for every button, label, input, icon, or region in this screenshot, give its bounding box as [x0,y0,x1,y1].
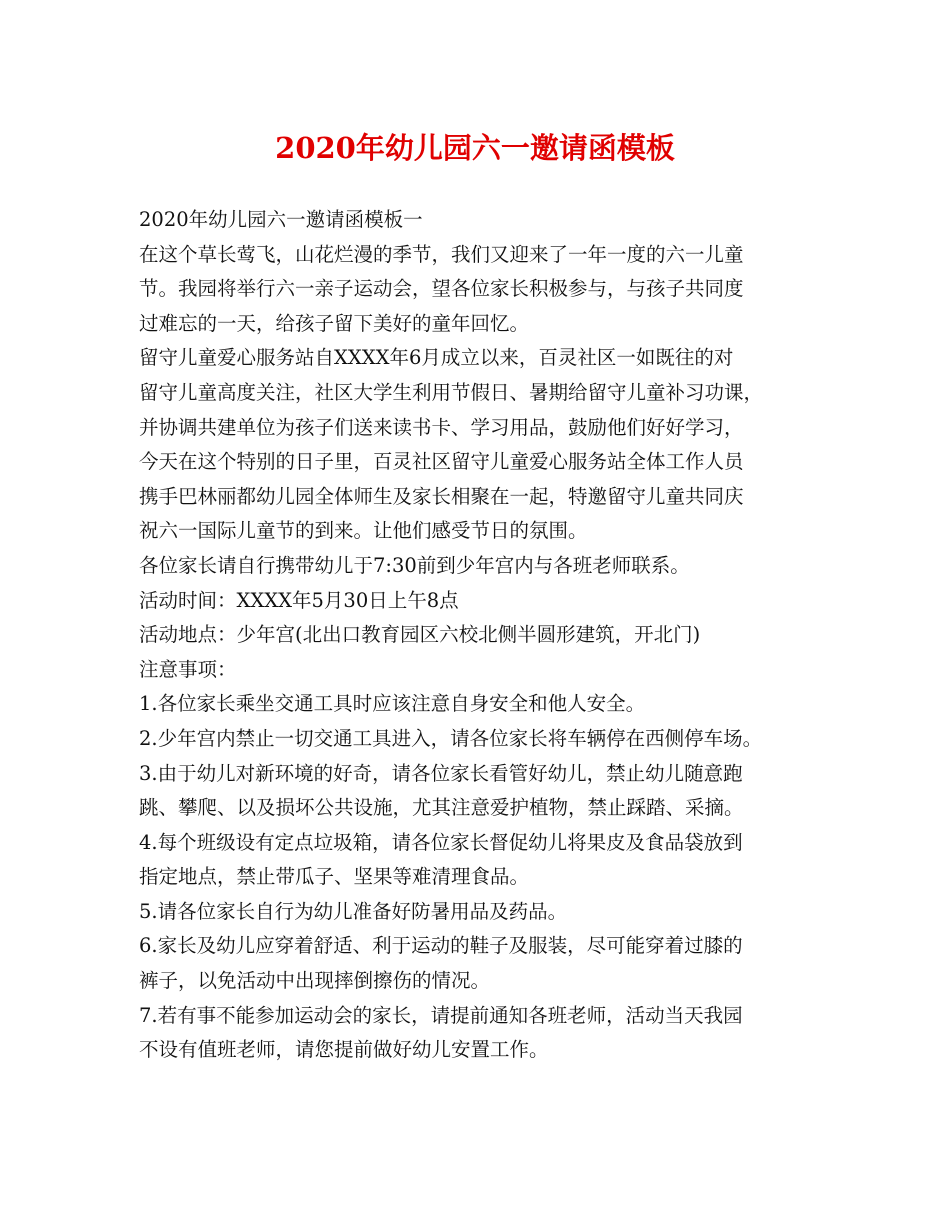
subtitle-line: 2020年幼儿园六一邀请函模板一 [139,208,423,231]
note-item: 7.若有事不能参加运动会的家长，请提前通知各班老师，活动当天我园 [139,1003,743,1027]
note-item: 1.各位家长乘坐交通工具时应该注意自身安全和他人安全。 [139,692,646,716]
paragraph-line: 并协调共建单位为孩子们送来读书卡、学习用品，鼓励他们好好学习， [139,415,744,439]
notes-heading: 注意事项： [139,657,237,681]
note-item: 裤子，以免活动中出现摔倒擦伤的情况。 [139,969,491,993]
paragraph-line: 携手巴林丽都幼儿园全体师生及家长相聚在一起，特邀留守儿童共同庆 [139,484,744,508]
paragraph-line: 在这个草长莺飞，山花烂漫的季节，我们又迎来了一年一度的六一儿童 [139,242,744,266]
activity-time-line: 活动时间：XXXX年5月30日上午8点 [139,588,459,612]
document-title: 2020年幼儿园六一邀请函模板 [275,131,675,165]
note-item: 2.少年宫内禁止一切交通工具进入，请各位家长将车辆停在西侧停车场。 [139,726,763,750]
note-item: 跳、攀爬、以及损坏公共设施，尤其注意爱护植物，禁止踩踏、采摘。 [139,796,744,820]
paragraph-line: 节。我园将举行六一亲子运动会，望各位家长积极参与，与孩子共同度 [139,277,744,301]
note-item: 指定地点，禁止带瓜子、坚果等难清理食品。 [139,865,530,889]
activity-location-line: 活动地点：少年宫(北出口教育园区六校北侧半圆形建筑，开北门) [139,623,701,647]
note-item: 不设有值班老师，请您提前做好幼儿安置工作。 [139,1038,549,1062]
paragraph-line: 祝六一国际儿童节的到来。让他们感受节日的氛围。 [139,519,588,543]
paragraph-line: 留守儿童爱心服务站自XXXX年6月成立以来，百灵社区一如既往的对 [139,346,734,370]
note-item: 3.由于幼儿对新环境的好奇，请各位家长看管好幼儿，禁止幼儿随意跑 [139,761,743,785]
paragraph-line: 今天在这个特别的日子里，百灵社区留守儿童爱心服务站全体工作人员 [139,450,744,474]
paragraph-line: 留守儿童高度关注，社区大学生利用节假日、暑期给留守儿童补习功课， [139,380,764,404]
note-item: 6.家长及幼儿应穿着舒适、利于运动的鞋子及服装，尽可能穿着过膝的 [139,934,743,958]
paragraph-line: 过难忘的一天，给孩子留下美好的童年回忆。 [139,311,530,335]
note-item: 5.请各位家长自行为幼儿准备好防暑用品及药品。 [139,899,568,923]
note-item: 4.每个班级设有定点垃圾箱，请各位家长督促幼儿将果皮及食品袋放到 [139,830,743,854]
paragraph-line: 各位家长请自行携带幼儿于7:30前到少年宫内与各班老师联系。 [139,553,690,577]
document-body [139,203,819,1068]
